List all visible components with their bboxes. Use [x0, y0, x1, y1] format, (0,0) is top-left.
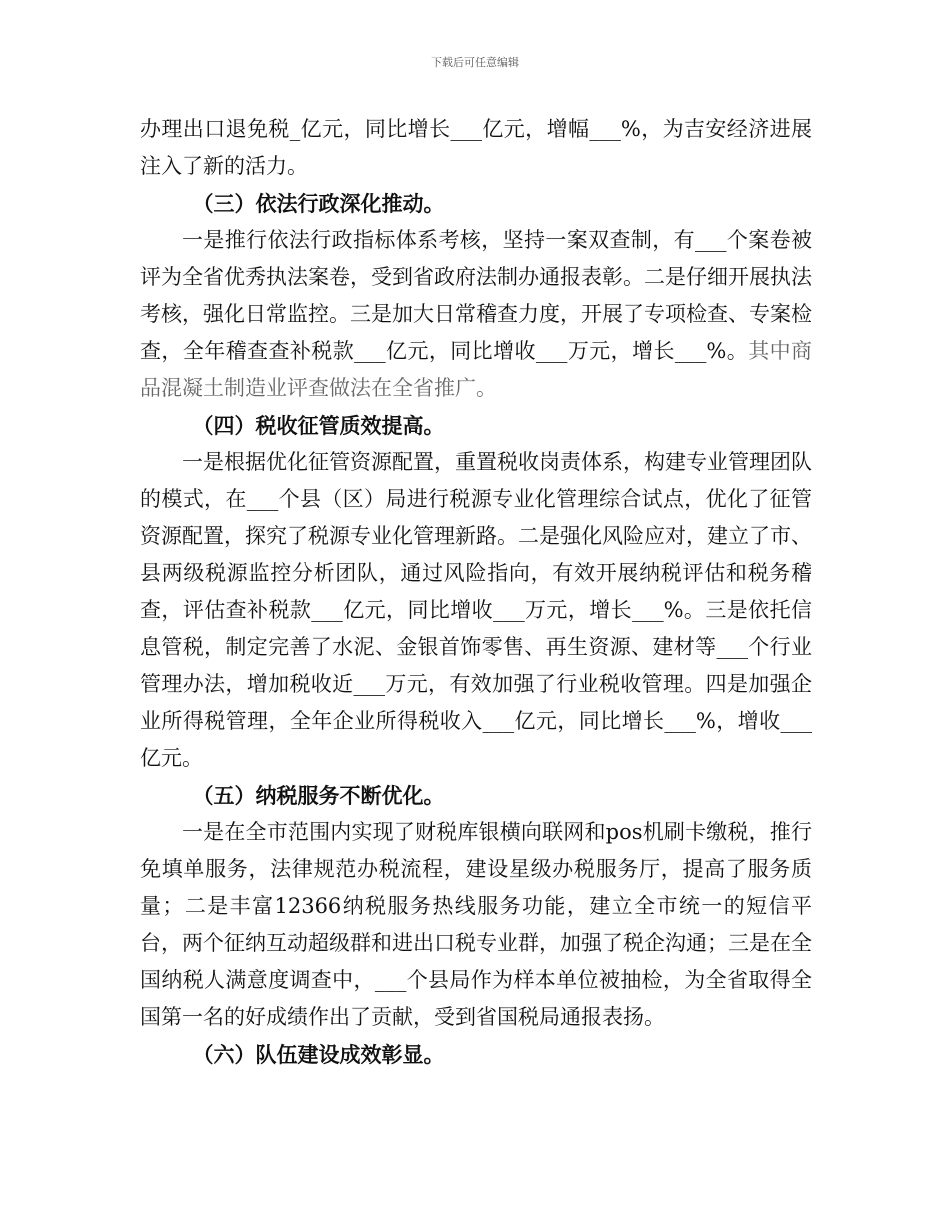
paragraph-law-enforcement-text: 一是推行依法行政指标体系考核，坚持一案双查制，有___个案卷被评为全省优秀执法案卷，受到省政府法制办通报表彰。二是仔细开展执法考核，强化日常监控。三是加大日常稽查力度，开展了专项检查、专案检查，全年稽查查补税款___亿元，同比增收___万元，增长___%。 — [140, 228, 812, 363]
paragraph-export-refund: 办理出口退免税_亿元，同比增长___亿元，增幅___%，为吉安经济进展注入了新的活力。 — [140, 117, 812, 178]
section-heading-3: （三）依法行政深化推动。 — [192, 191, 445, 216]
paragraph-law-enforcement — [140, 222, 812, 407]
paragraph-collection-management: 一是根据优化征管资源配置，重置税收岗责体系，构建专业管理团队的模式，在___个县（区）局进行税源专业化管理综合试点，优化了征管资源配置，探究了税源专业化管理新路。二是强化风险应对，建立了市、县两级税源监控分析团队，通过风险指向，有效开展纳税评估和税务稽查，评估查补税款___亿元，同比增收___万元，增长___%。三是依托信息管税，制定完善了水泥、金银首饰零售、再生资源、建材等___个行业管理办法，增加税收近___万元，有效加强了行业税收管理。四是加强企业所得税管理，全年企业所得税收入___亿元，同比增长___%，增收___亿元。 — [140, 450, 812, 770]
page-header: 下载后可任意编辑 — [431, 56, 519, 69]
paragraph-tax-service: 一是在全市范围内实现了财税库银横向联网和pos机刷卡缴税，推行免填单服务，法律规范办税流程，建设星级办税服务厅，提高了服务质量；二是丰富12366纳税服务热线服务功能，建立全市统一的短信平台，两个征纳互动超级群和进出口税专业群，加强了税企沟通；三是在全国纳税人满意度调查中，___个县局作为样本单位被抽检，为全省取得全国第一名的好成绩作出了贡献，受到省国税局通报表扬。 — [140, 820, 812, 1029]
section-heading-5: （五）纳税服务不断优化。 — [192, 783, 445, 808]
section-heading-4: （四）税收征管质效提高。 — [192, 413, 445, 438]
section-heading-6: （六）队伍建设成效彰显。 — [192, 1042, 445, 1067]
paragraph-law-enforcement-grey-text: 其中商品混凝土制造业评查做法在全省推广。 — [140, 339, 813, 400]
document-body — [140, 111, 812, 1073]
